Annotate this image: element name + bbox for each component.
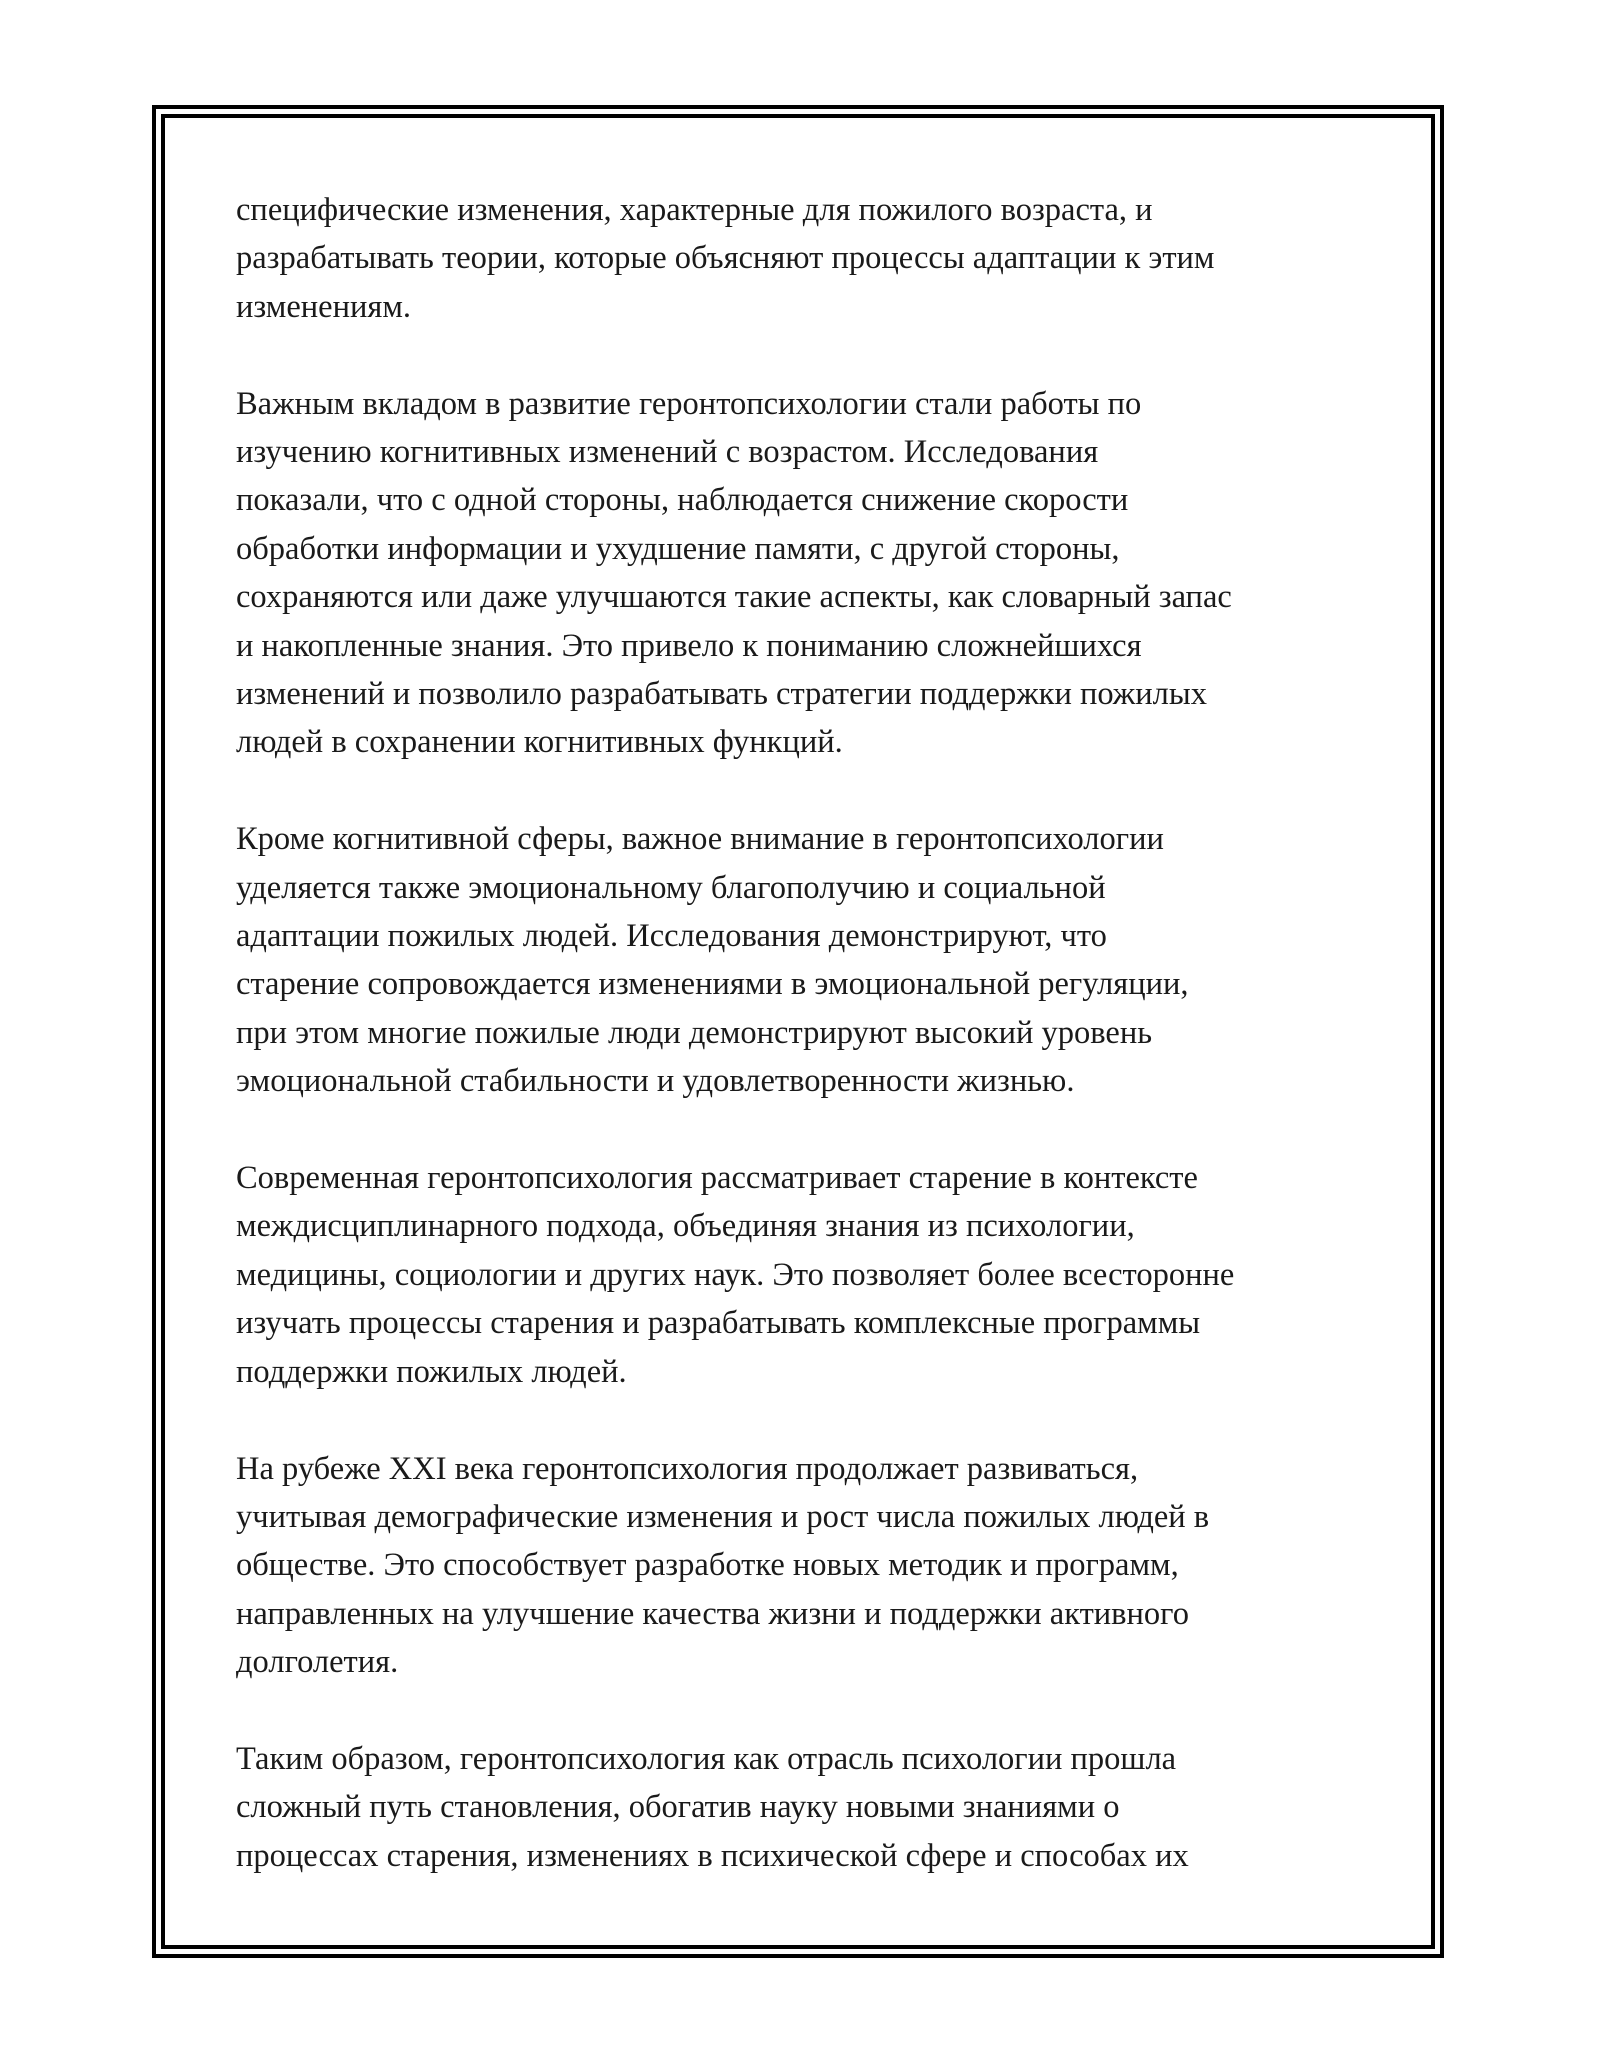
text-line: медицины, социологии и других наук. Это позволяет более всесторонне bbox=[236, 1256, 1235, 1293]
text-line: уделяется также эмоциональному благополучию и социальной bbox=[236, 869, 1106, 906]
text-line: изучать процессы старения и разрабатывать комплексные программы bbox=[236, 1305, 1201, 1342]
text-line: при этом многие пожилые люди демонстрируют высокий уровень bbox=[236, 1014, 1153, 1051]
text-line: обществе. Это способствует разработке новых методик и программ, bbox=[236, 1547, 1179, 1584]
text-line: На рубеже XXI века геронтопсихология продолжает развиваться, bbox=[236, 1450, 1139, 1487]
text-line: сохраняются или даже улучшаются такие аспекты, как словарный запас bbox=[236, 579, 1232, 616]
text-line: процессах старения, изменениях в психической сфере и способах их bbox=[236, 1837, 1189, 1874]
paragraph-2 bbox=[236, 380, 1376, 767]
document-body bbox=[236, 186, 1376, 1929]
paragraph-6 bbox=[236, 1735, 1376, 1880]
text-line: Кроме когнитивной сферы, важное внимание в геронтопсихологии bbox=[236, 821, 1164, 858]
text-line: направленных на улучшение качества жизни и поддержки активного bbox=[236, 1595, 1189, 1632]
text-line: Таким образом, геронтопсихология как отрасль психологии прошла bbox=[236, 1740, 1177, 1777]
text-line: изменений и позволило разрабатывать стратегии поддержки пожилых bbox=[236, 676, 1207, 713]
paragraph-4 bbox=[236, 1154, 1376, 1396]
text-line: изменениям. bbox=[236, 288, 412, 325]
text-line: поддержки пожилых людей. bbox=[236, 1353, 627, 1390]
text-line: изучению когнитивных изменений с возрастом. Исследования bbox=[236, 434, 1099, 471]
text-line: людей в сохранении когнитивных функций. bbox=[236, 724, 843, 761]
text-line: специфические изменения, характерные для пожилого возраста, и bbox=[236, 192, 1153, 228]
text-line: сложный путь становления, обогатив науку новыми знаниями о bbox=[236, 1789, 1120, 1826]
text-line: адаптации пожилых людей. Исследования демонстрируют, что bbox=[236, 918, 1107, 955]
paragraph-3 bbox=[236, 815, 1376, 1105]
text-line: учитывая демографические изменения и рост числа пожилых людей в bbox=[236, 1498, 1210, 1535]
paragraph-5 bbox=[236, 1445, 1376, 1687]
paragraph-1 bbox=[236, 186, 1376, 331]
text-line: показали, что с одной стороны, наблюдается снижение скорости bbox=[236, 482, 1129, 519]
text-line: старение сопровождается изменениями в эмоциональной регуляции, bbox=[236, 966, 1189, 1003]
text-line: долголетия. bbox=[236, 1644, 399, 1681]
text-line: и накопленные знания. Это привело к пониманию сложнейшихся bbox=[236, 627, 1142, 664]
text-line: Важным вкладом в развитие геронтопсихологии стали работы по bbox=[236, 385, 1142, 422]
text-line: эмоциональной стабильности и удовлетворенности жизнью. bbox=[236, 1063, 1075, 1100]
text-line: Современная геронтопсихология рассматривает старение в контексте bbox=[236, 1160, 1198, 1197]
text-line: обработки информации и ухудшение памяти, с другой стороны, bbox=[236, 530, 1120, 567]
text-line: разрабатывать теории, которые объясняют процессы адаптации к этим bbox=[236, 240, 1215, 277]
text-line: междисциплинарного подхода, объединяя знания из психологии, bbox=[236, 1208, 1135, 1245]
